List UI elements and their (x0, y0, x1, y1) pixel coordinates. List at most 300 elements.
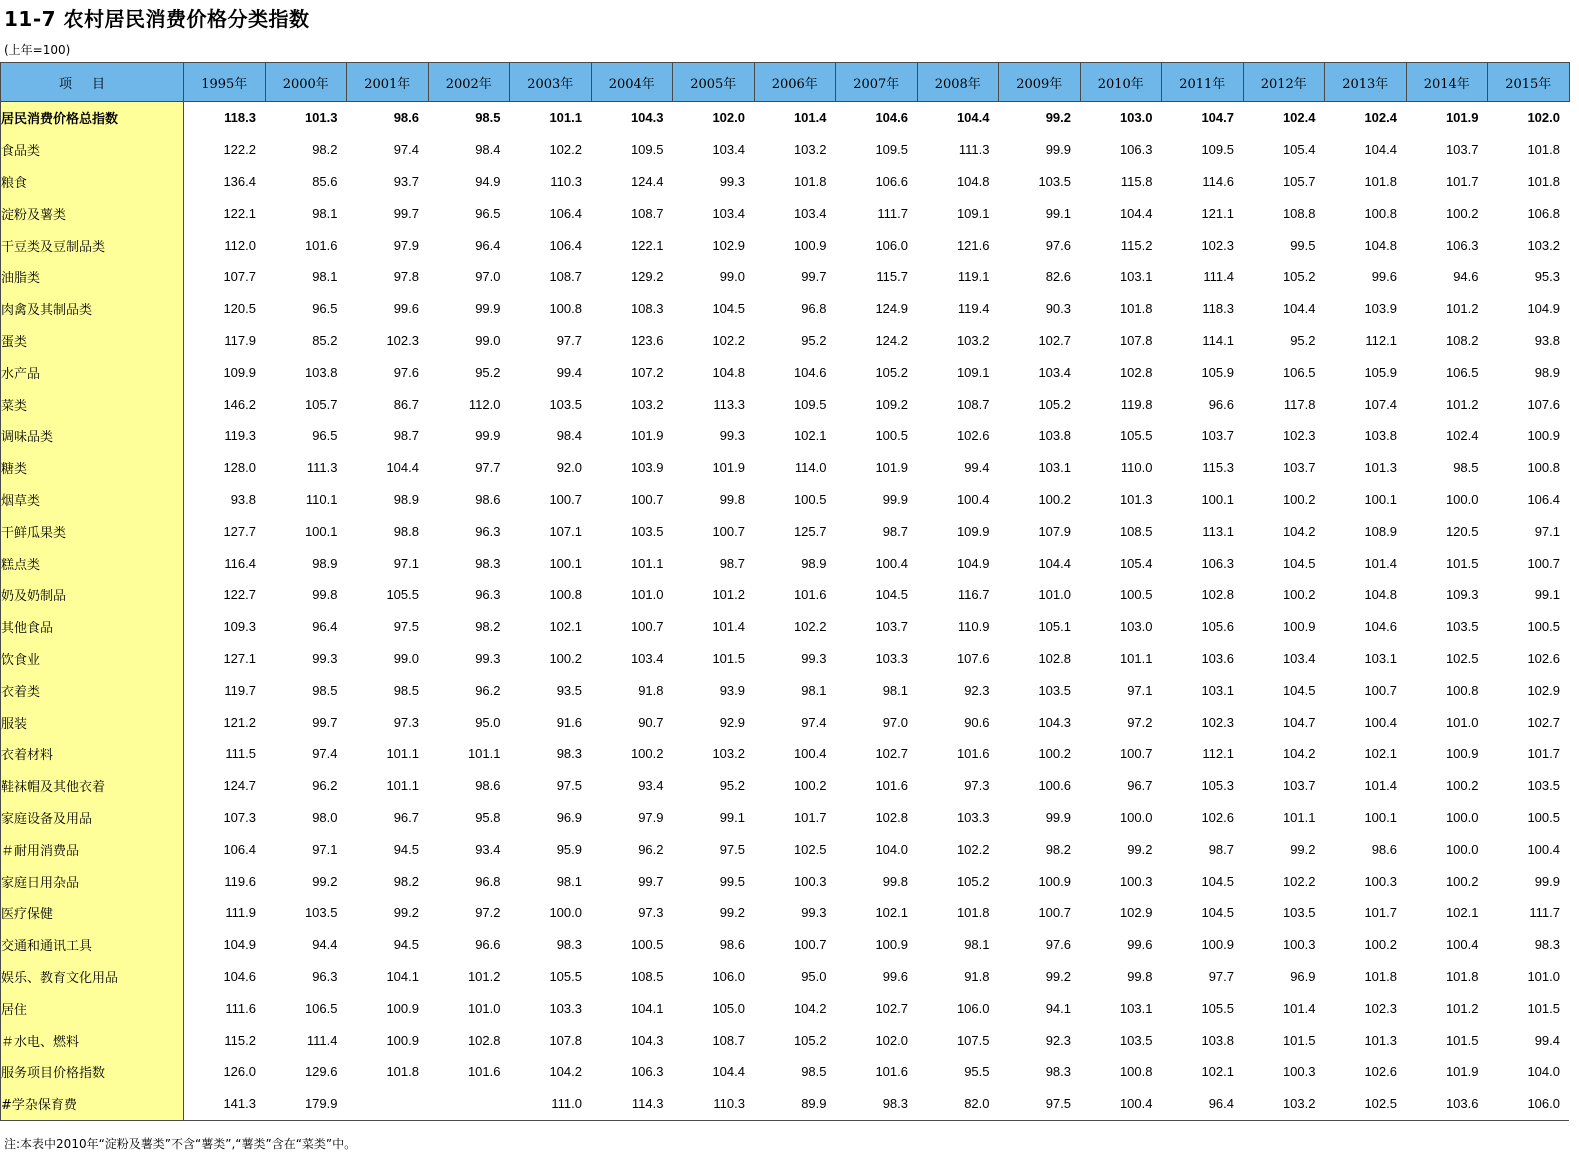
table-cell: 129.6 (304, 1064, 338, 1080)
table-cell: 124.9 (875, 301, 908, 317)
table-cell: 99.7 (312, 714, 338, 730)
table-cell: 141.3 (184, 1088, 266, 1120)
table-cell: 127.1 (223, 650, 256, 666)
table-cell: 109.3 (223, 619, 256, 635)
table-cell: 103.0 (1119, 619, 1153, 635)
table-cell: 97.3 (393, 714, 419, 730)
column-header-year: 2013年 (1325, 63, 1407, 102)
table-cell: 105.6 (1201, 619, 1234, 635)
table-cell: 100.9 (1527, 428, 1560, 444)
table-cell: 115.2 (1120, 237, 1153, 253)
table-cell: 99.8 (312, 587, 338, 603)
table-cell: 103.4 (1038, 364, 1071, 380)
table-cell: 97.0 (475, 269, 501, 285)
table-cell: 96.9 (556, 809, 582, 825)
table-cell: 86.7 (393, 396, 419, 412)
table-cell: 103.8 (1201, 1032, 1234, 1048)
table-cell: 85.2 (312, 332, 338, 348)
table-cell: 100.7 (793, 937, 827, 953)
table-cell: 107.5 (956, 1032, 990, 1048)
table-cell: 98.6 (475, 778, 501, 794)
table-cell: 107.3 (223, 809, 256, 825)
table-cell: 97.1 (312, 841, 338, 857)
table-cell: 99.3 (801, 905, 827, 921)
page-title: 11-7 农村居民消费价格分类指数 (4, 7, 310, 31)
table-cell: 98.6 (475, 491, 501, 507)
table-cell: 101.5 (1527, 1000, 1560, 1016)
table-cell: 101.6 (467, 1064, 501, 1080)
table-cell: 106.0 (875, 237, 908, 253)
table-row (1, 166, 1570, 198)
table-cell: 111.0 (510, 1088, 592, 1120)
row-label: 糕点类 (1, 547, 184, 579)
table-cell: 106.3 (1119, 142, 1153, 158)
table-cell: 127.7 (223, 523, 256, 539)
table-cell: 117.8 (1283, 396, 1316, 412)
table-cell: 102.9 (712, 237, 745, 253)
table-cell: 100.8 (1527, 460, 1560, 476)
table-cell: 98.5 (312, 682, 338, 698)
table-cell: 102.2 (793, 619, 827, 635)
table-cell: 122.2 (223, 142, 256, 158)
table-cell: 105.2 (1282, 269, 1316, 285)
table-cell: 108.3 (630, 301, 664, 317)
table-cell: 125.7 (793, 523, 827, 539)
table-cell: 100.7 (1038, 905, 1071, 921)
table-row (1, 961, 1570, 993)
column-header-year: 2000年 (265, 63, 347, 102)
row-label: 服装 (1, 706, 184, 738)
row-label: 菜类 (1, 388, 184, 420)
table-cell: 101.2 (467, 968, 501, 984)
table-cell: 119.6 (224, 873, 256, 889)
table-cell: 106.5 (304, 1000, 338, 1016)
table-cell: 103.9 (630, 460, 664, 476)
table-cell: 101.6 (875, 778, 908, 794)
table-cell: 95.3 (1534, 269, 1560, 285)
table-cell: 96.4 (312, 619, 338, 635)
table-cell: 90.7 (638, 714, 664, 730)
table-cell: 103.5 (1445, 619, 1479, 635)
table-cell (428, 1088, 510, 1120)
table-cell: 105.0 (712, 1000, 745, 1016)
table-cell: 101.0 (1445, 714, 1479, 730)
table-cell: 99.1 (719, 809, 745, 825)
table-cell: 179.9 (265, 1088, 347, 1120)
table-cell: 109.5 (875, 142, 908, 158)
table-cell: 101.3 (1364, 1032, 1397, 1048)
table-cell: 111.6 (225, 1000, 256, 1016)
table-cell: 119.1 (957, 269, 990, 285)
table-cell: 103.7 (1282, 460, 1316, 476)
table-cell: 97.7 (1208, 968, 1234, 984)
table-cell: 93.5 (556, 682, 582, 698)
table-cell: 122.7 (223, 587, 256, 603)
table-cell: 99.5 (719, 873, 745, 889)
table-cell: 115.8 (1120, 173, 1153, 189)
table-cell: 99.0 (475, 332, 501, 348)
table-cell: 106.3 (1445, 237, 1479, 253)
table-cell: 100.0 (1445, 491, 1479, 507)
table-cell: 90.6 (964, 714, 990, 730)
row-label: 食品类 (1, 134, 184, 166)
table-cell: 104.2 (1282, 523, 1316, 539)
table-cell: 98.7 (882, 523, 908, 539)
table-cell: 98.4 (556, 428, 582, 444)
table-cell: 101.1 (386, 746, 419, 762)
table-cell: 104.2 (549, 1064, 582, 1080)
table-cell: 103.4 (712, 142, 745, 158)
table-cell: 96.2 (312, 778, 338, 794)
table-cell: 99.4 (964, 460, 990, 476)
table-cell: 119.4 (957, 301, 990, 317)
table-cell: 102.6 (1527, 650, 1560, 666)
table-cell: 101.8 (956, 905, 990, 921)
table-cell: 103.5 (1527, 778, 1560, 794)
row-label: 水产品 (1, 356, 184, 388)
table-cell: 136.4 (223, 173, 256, 189)
table-cell: 100.9 (386, 1000, 419, 1016)
table-cell: 100.5 (1527, 619, 1560, 635)
table-cell: 104.4 (1038, 555, 1071, 571)
table-row (1, 484, 1570, 516)
table-cell: 107.6 (956, 650, 990, 666)
table-cell: 105.2 (956, 873, 990, 889)
table-cell: 103.6 (1406, 1088, 1488, 1120)
table-cell: 92.0 (556, 460, 582, 476)
row-label: 淀粉及薯类 (1, 197, 184, 229)
table-cell: 100.2 (1282, 587, 1316, 603)
table-cell: 101.5 (1445, 1032, 1479, 1048)
table-cell: 100.7 (1364, 682, 1397, 698)
row-label: 其他食品 (1, 611, 184, 643)
table-cell: 101.5 (1282, 1032, 1316, 1048)
table-cell: 99.0 (393, 650, 419, 666)
table-cell: 100.1 (1364, 491, 1397, 507)
table-cell: 100.4 (1080, 1088, 1162, 1120)
table-cell: 97.1 (1534, 523, 1560, 539)
table-cell: 94.5 (393, 937, 419, 953)
table-cell: 124.2 (875, 332, 908, 348)
table-row (1, 452, 1570, 484)
table-cell: 106.4 (549, 205, 582, 221)
table-cell: 107.1 (549, 523, 582, 539)
column-header-year: 2010年 (1080, 63, 1162, 102)
table-cell: 102.2 (712, 332, 745, 348)
table-cell: 99.9 (1045, 142, 1071, 158)
table-cell: 102.1 (875, 905, 908, 921)
table-cell: 96.7 (393, 809, 419, 825)
table-cell: 104.6 (875, 110, 908, 126)
table-cell: 104.6 (223, 968, 256, 984)
table-cell: 104.3 (630, 110, 664, 126)
table-row (1, 1056, 1570, 1088)
table-cell: 97.4 (312, 746, 338, 762)
table-cell: 101.6 (956, 746, 990, 762)
table-cell: 96.2 (638, 841, 664, 857)
table-cell: 101.8 (1119, 301, 1153, 317)
table-cell: 104.5 (1282, 682, 1316, 698)
table-cell: 99.9 (475, 301, 501, 317)
footnote: 注:本表中2010年“淀粉及薯类”不含“薯类”,“薯类”含在“菜类”中。 (4, 1137, 357, 1151)
table-cell: 107.9 (1038, 523, 1071, 539)
row-label: #学杂保育费 (1, 1088, 184, 1120)
table-cell: 102.6 (1201, 809, 1234, 825)
table-cell: 113.3 (713, 396, 745, 412)
table-cell: 98.3 (556, 746, 582, 762)
table-cell: 96.3 (475, 587, 501, 603)
table-cell: 99.8 (882, 873, 908, 889)
table-cell: 101.4 (1364, 778, 1397, 794)
table-cell: 99.7 (801, 269, 827, 285)
table-cell: 97.1 (1127, 682, 1153, 698)
table-cell: 99.9 (1534, 873, 1560, 889)
column-header-year: 2001年 (347, 63, 429, 102)
table-cell: 124.7 (223, 778, 256, 794)
table-cell: 100.1 (1201, 491, 1234, 507)
table-cell: 115.7 (876, 269, 908, 285)
table-cell: 109.5 (1201, 142, 1234, 158)
table-cell: 101.3 (304, 110, 338, 126)
table-cell: 104.9 (956, 555, 990, 571)
table-cell: 101.1 (386, 778, 419, 794)
table-cell: 108.5 (1119, 523, 1153, 539)
table-cell: 103.2 (956, 332, 990, 348)
table-cell: 100.2 (1282, 491, 1316, 507)
table-cell: 98.2 (312, 142, 338, 158)
table-cell: 97.7 (556, 332, 582, 348)
table-cell: 85.6 (312, 173, 338, 189)
table-cell: 106.5 (1282, 364, 1316, 380)
table-cell: 98.9 (801, 555, 827, 571)
table-cell: 115.3 (1202, 460, 1234, 476)
table-cell: 100.2 (1445, 873, 1479, 889)
table-cell: 109.3 (1445, 587, 1479, 603)
table-cell: 102.8 (875, 809, 908, 825)
table-cell: 101.0 (1038, 587, 1071, 603)
table-cell: 103.5 (1038, 682, 1071, 698)
table-cell: 107.8 (549, 1032, 582, 1048)
table-cell: 102.7 (1038, 332, 1071, 348)
table-cell: 109.5 (793, 396, 827, 412)
table-cell: 100.8 (1445, 682, 1479, 698)
table-cell: 106.0 (712, 968, 745, 984)
table-cell: 101.8 (1445, 968, 1479, 984)
table-cell: 91.6 (556, 714, 582, 730)
row-label: 居民消费价格总指数 (1, 102, 184, 134)
table-row (1, 547, 1570, 579)
table-cell: 105.3 (1201, 778, 1234, 794)
column-header-year: 2003年 (510, 63, 592, 102)
table-cell: 104.2 (793, 1000, 827, 1016)
row-label: 家庭设备及用品 (1, 802, 184, 834)
table-row (1, 579, 1570, 611)
table-cell: 102.7 (875, 746, 908, 762)
table-cell: 104.6 (793, 364, 827, 380)
table-cell: 103.7 (1201, 428, 1234, 444)
table-cell: 95.0 (475, 714, 501, 730)
table-cell: 101.1 (467, 746, 501, 762)
table-cell: 97.6 (1045, 937, 1071, 953)
table-row (1, 1088, 1570, 1120)
column-header-year: 2009年 (999, 63, 1081, 102)
table-cell: 102.4 (1282, 110, 1316, 126)
table-cell: 92.9 (719, 714, 745, 730)
table-cell: 98.3 (475, 555, 501, 571)
table-cell: 100.9 (1038, 873, 1071, 889)
table-cell: 101.4 (793, 110, 827, 126)
table-cell: 100.1 (549, 555, 582, 571)
table-cell: 93.9 (719, 682, 745, 698)
table-cell: 102.3 (1201, 714, 1234, 730)
table-cell: 102.3 (1364, 1000, 1397, 1016)
table-cell: 99.9 (475, 428, 501, 444)
table-cell: 105.4 (1282, 142, 1316, 158)
row-label: 烟草类 (1, 484, 184, 516)
table-cell: 106.3 (1201, 555, 1234, 571)
table-cell: 107.2 (630, 364, 664, 380)
table-cell: 96.6 (475, 937, 501, 953)
table-cell: 100.3 (1364, 873, 1397, 889)
table-cell: 122.1 (223, 205, 256, 221)
table-cell: 101.9 (1445, 110, 1479, 126)
table-cell: 102.8 (1119, 364, 1153, 380)
table-cell: 101.9 (875, 460, 908, 476)
table-cell: 101.1 (1119, 650, 1153, 666)
table-cell: 107.4 (1364, 396, 1397, 412)
table-cell: 96.2 (475, 682, 501, 698)
table-cell: 115.2 (224, 1032, 256, 1048)
table-cell: 96.3 (312, 968, 338, 984)
table-cell: 102.8 (1038, 650, 1071, 666)
table-cell: 105.2 (793, 1032, 827, 1048)
table-cell: 109.2 (875, 396, 908, 412)
table-cell: 97.4 (801, 714, 827, 730)
table-cell: 106.4 (223, 841, 256, 857)
table-cell: 102.2 (1282, 873, 1316, 889)
table-cell: 100.9 (1282, 619, 1316, 635)
table-cell: 103.6 (1201, 650, 1234, 666)
table-cell: 96.6 (1208, 396, 1234, 412)
table-cell: 99.1 (1045, 205, 1071, 221)
table-cell: 99.3 (475, 650, 501, 666)
table-cell: 96.4 (475, 237, 501, 253)
table-cell: 108.7 (712, 1032, 745, 1048)
table-cell: 102.7 (1527, 714, 1560, 730)
table-cell: 100.2 (549, 650, 582, 666)
table-cell: 104.7 (1282, 714, 1316, 730)
table-cell: 100.4 (956, 491, 990, 507)
table-cell: 82.0 (917, 1088, 999, 1120)
table-cell: 100.8 (1119, 1064, 1153, 1080)
table-cell: 121.6 (956, 237, 990, 253)
table-cell: 106.4 (1527, 491, 1560, 507)
table-cell: 102.4 (1445, 428, 1479, 444)
table-cell: 98.1 (312, 269, 338, 285)
table-cell: 94.5 (393, 841, 419, 857)
table-cell: 95.0 (801, 968, 827, 984)
table-cell: 104.8 (956, 173, 990, 189)
table-cell: 104.8 (1364, 587, 1397, 603)
table-cell: 105.5 (386, 587, 419, 603)
table-cell: 105.5 (1119, 428, 1153, 444)
row-label: 衣着类 (1, 674, 184, 706)
table-cell: 96.5 (312, 428, 338, 444)
row-label: 调味品类 (1, 420, 184, 452)
table-row (1, 802, 1570, 834)
table-cell: 103.7 (875, 619, 908, 635)
table-cell: 100.9 (793, 237, 827, 253)
table-cell: 100.7 (1527, 555, 1560, 571)
table-cell: 100.7 (630, 491, 664, 507)
table-cell: 111.9 (225, 905, 256, 921)
table-cell: 104.3 (1038, 714, 1071, 730)
table-cell: 98.1 (801, 682, 827, 698)
table-cell: 100.8 (1364, 205, 1397, 221)
table-cell: 104.0 (875, 841, 908, 857)
table-cell: 103.7 (1445, 142, 1479, 158)
table-cell: 103.3 (875, 650, 908, 666)
table-cell: 101.7 (1445, 173, 1479, 189)
table-row (1, 674, 1570, 706)
row-label: 油脂类 (1, 261, 184, 293)
table-cell: 99.2 (1045, 968, 1071, 984)
table-cell: 103.5 (630, 523, 664, 539)
table-cell: 100.7 (549, 491, 582, 507)
table-cell: 100.9 (386, 1032, 419, 1048)
table-cell: 101.1 (549, 110, 582, 126)
table-cell: 105.5 (549, 968, 582, 984)
table-cell: 98.6 (393, 110, 419, 126)
table-cell: 110.1 (305, 491, 338, 507)
table-cell: 101.5 (712, 650, 745, 666)
table-cell: 103.5 (304, 905, 338, 921)
table-cell: 120.5 (223, 301, 256, 317)
table-cell: 98.8 (393, 523, 419, 539)
table-cell: 98.9 (393, 491, 419, 507)
table-cell: 99.9 (882, 491, 908, 507)
table-cell: 92.3 (964, 682, 990, 698)
table-cell: 110.3 (550, 173, 582, 189)
table-cell: 108.7 (956, 396, 990, 412)
table-cell: 104.2 (1282, 746, 1316, 762)
table-cell: 99.1 (1534, 587, 1560, 603)
table-cell: 123.6 (630, 332, 664, 348)
table-row (1, 515, 1570, 547)
table-cell: 101.9 (712, 460, 745, 476)
table-cell: 105.1 (1038, 619, 1071, 635)
table-cell: 97.5 (556, 778, 582, 794)
table-cell: 101.3 (1364, 460, 1397, 476)
table-cell: 99.2 (1290, 841, 1316, 857)
table-cell: 95.2 (475, 364, 501, 380)
column-header-year: 2012年 (1243, 63, 1325, 102)
table-cell: 98.5 (475, 110, 501, 126)
table-cell: 105.2 (875, 364, 908, 380)
table-cell: 103.8 (1364, 428, 1397, 444)
table-row (1, 197, 1570, 229)
row-label: ＃耐用消费品 (1, 833, 184, 865)
table-cell: 106.0 (1488, 1088, 1570, 1120)
table-row (1, 643, 1570, 675)
table-cell: 111.7 (877, 205, 908, 221)
table-cell: 101.6 (304, 237, 338, 253)
table-cell: 100.2 (1445, 778, 1479, 794)
table-cell: 107.6 (1527, 396, 1560, 412)
table-cell: 104.3 (630, 1032, 664, 1048)
table-cell: 104.4 (1364, 142, 1397, 158)
table-cell: 99.6 (1371, 269, 1397, 285)
